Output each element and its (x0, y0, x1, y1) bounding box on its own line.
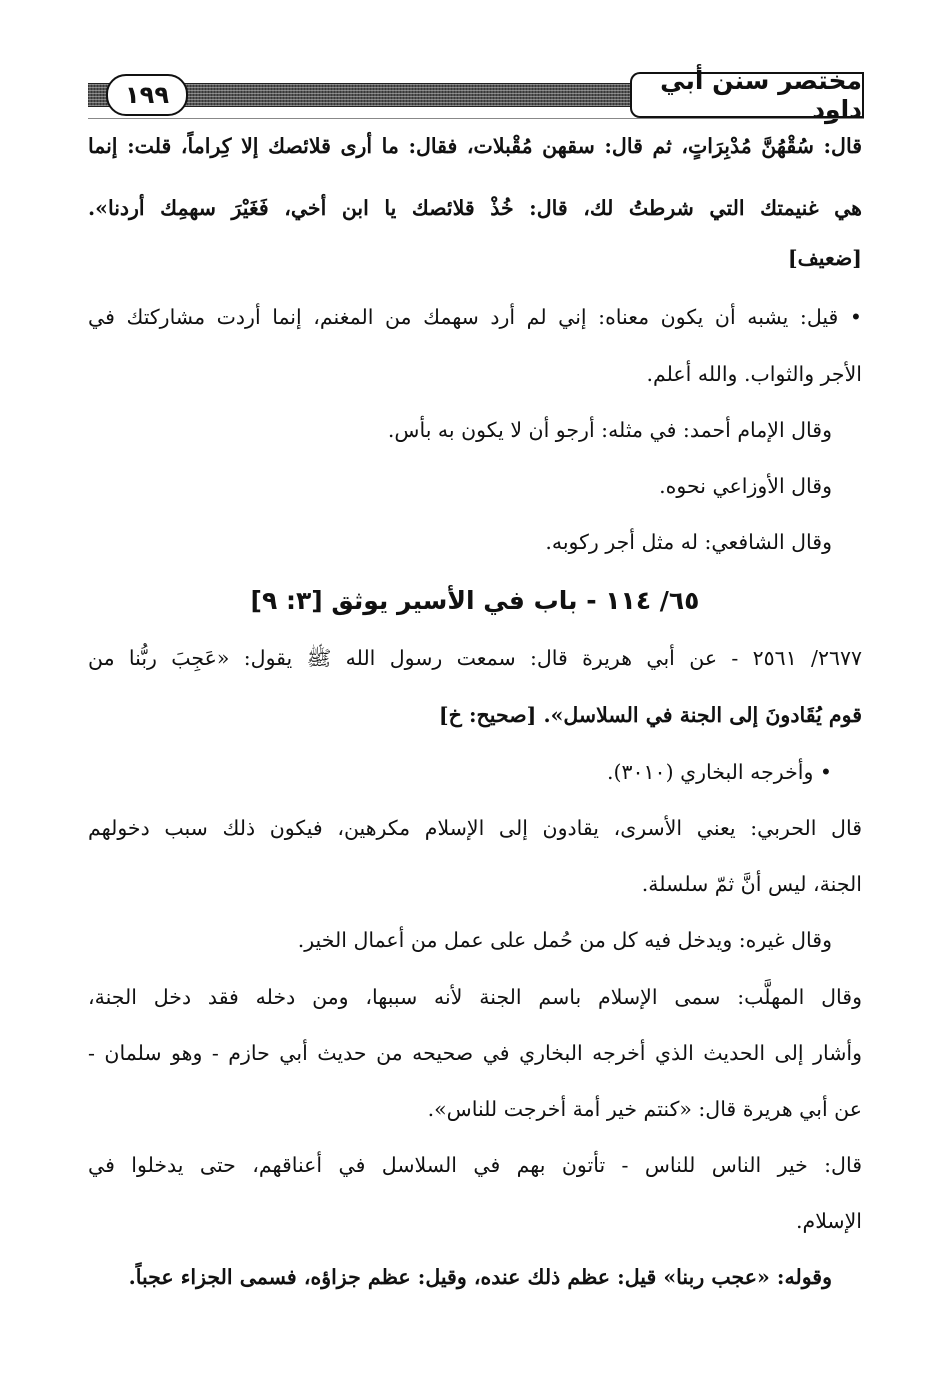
text-line: قال: سُقْهُنَّ مُدْبِرَاتٍ، ثم قال: سقهن مُقْبلات، فقال: ما أرى قلائصك إلا كِراماً، قلت: إنما (88, 134, 862, 158)
text-line: قال الحربي: يعني الأسرى، يقادون إلى الإسلام مكرهين، فيكون ذلك سبب دخولهم (88, 816, 862, 840)
text-line: • قيل: يشبه أن يكون معناه: إني لم أرد سهمك من المغنم، إنما أردت مشاركتك في (88, 305, 862, 329)
text-line: الأجر والثواب. والله أعلم. (646, 362, 862, 386)
hadith-line: قوم يُقَادونَ إلى الجنة في السلاسل». [صحيح: خ] (438, 703, 862, 727)
book-title: مختصر سنن أبي داود (630, 72, 864, 118)
text-line: الإسلام. (795, 1209, 862, 1233)
chapter-heading: ٦٥/ ١١٤ - باب في الأسير يوثق [٣: ٩] (250, 586, 700, 615)
text-line: وقال الإمام أحمد: في مثله: أرجو أن لا يكون به بأس. (387, 418, 832, 442)
grading-label: [ضعيف] (787, 246, 862, 270)
text-line: وقال غيره: ويدخل فيه كل من حُمل على عمل من أعمال الخير. (297, 928, 832, 952)
page-header (88, 66, 864, 124)
header-divider (88, 118, 864, 119)
text-line: وقوله: «عجب ربنا» قيل: عظم ذلك عنده، وقيل: عظم جزاؤه، فسمى الجزاء عجباً. (128, 1265, 832, 1289)
text-line: قال: خير الناس للناس - تأتون بهم في السلاسل في أعناقهم، حتى يدخلوا في (88, 1153, 862, 1177)
text-line: الجنة، ليس أنَّ ثمّ سلسلة. (641, 872, 862, 896)
text-line: وقال المهلَّب: سمى الإسلام باسم الجنة لأنه سببها، ومن دخله فقد دخل الجنة، (88, 985, 862, 1009)
text-line: عن أبي هريرة قال: «كنتم خير أمة أخرجت للناس». (427, 1097, 862, 1121)
hadith-line: ٢٦٧٧/ ٢٥٦١ - عن أبي هريرة قال: سمعت رسول الله ﷺ يقول: «عَجِبَ ربُّنا من (88, 646, 862, 670)
text-line: وقال الأوزاعي نحوه. (659, 474, 832, 498)
text-line: هي غنيمتك التي شرطتُ لك، قال: خُذْ قلائصك يا ابن أخي، فَغَيْرَ سهمِك أردنا». (88, 196, 862, 220)
text-line: وأشار إلى الحديث الذي أخرجه البخاري في صحيحه من حديث أبي حازم - وهو سلمان - (88, 1041, 862, 1065)
page-number: ١٩٩ (106, 74, 188, 116)
text-line: • وأخرجه البخاري (٣٠١٠). (607, 760, 832, 784)
text-line: وقال الشافعي: له مثل أجر ركوبه. (545, 530, 832, 554)
